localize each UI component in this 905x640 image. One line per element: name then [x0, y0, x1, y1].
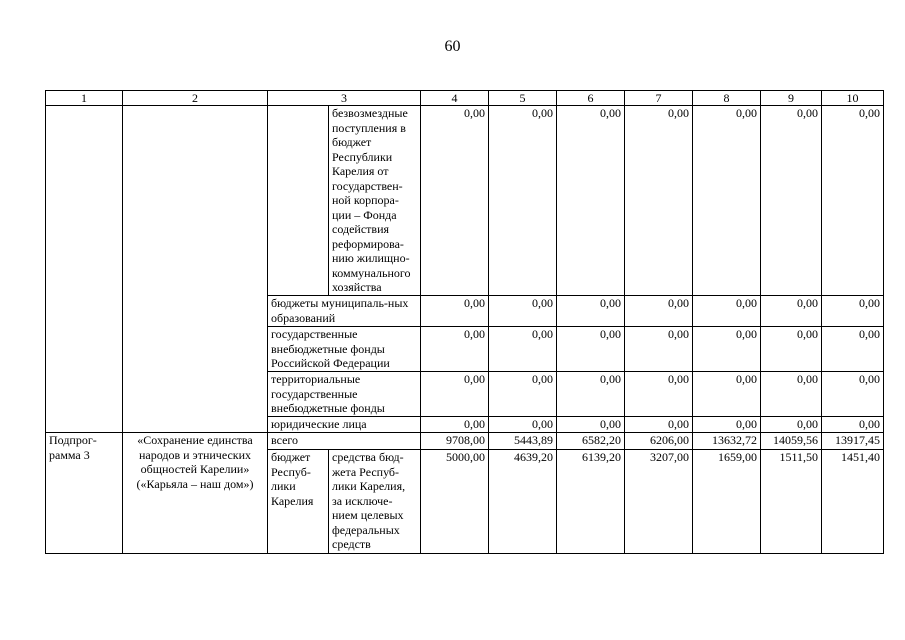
value-cell: 0,00: [822, 106, 884, 296]
value-cell: 0,00: [421, 296, 489, 327]
header-cell: 7: [625, 91, 693, 106]
value-cell: 0,00: [693, 296, 761, 327]
header-cell: 8: [693, 91, 761, 106]
value-cell: 0,00: [489, 327, 557, 372]
value-cell: 0,00: [625, 296, 693, 327]
value-cell: 0,00: [693, 417, 761, 433]
value-cell: 0,00: [693, 327, 761, 372]
value-cell: 0,00: [557, 106, 625, 296]
value-cell: 0,00: [822, 372, 884, 417]
value-cell: 0,00: [489, 417, 557, 433]
header-cell: 10: [822, 91, 884, 106]
value-cell: 0,00: [557, 372, 625, 417]
value-cell: 1511,50: [761, 450, 822, 554]
source-cell: бюджеты муниципаль-ных образований: [268, 296, 421, 327]
value-cell: 0,00: [421, 372, 489, 417]
value-cell: 6582,20: [557, 433, 625, 450]
value-cell: 5443,89: [489, 433, 557, 450]
value-cell: 0,00: [625, 417, 693, 433]
source-cell: территориальные государственные внебюджетные фонды: [268, 372, 421, 417]
source-group-cell-empty: [268, 106, 329, 296]
value-cell: 0,00: [489, 106, 557, 296]
value-cell: 0,00: [557, 417, 625, 433]
value-cell: 0,00: [693, 372, 761, 417]
source-cell: средства бюд-жета Респуб-лики Карелия, за исключе-нием целевых федеральных средств: [329, 450, 421, 554]
source-cell: всего: [268, 433, 421, 450]
value-cell: 14059,56: [761, 433, 822, 450]
header-cell: 9: [761, 91, 822, 106]
value-cell: 13917,45: [822, 433, 884, 450]
value-cell: 0,00: [421, 417, 489, 433]
source-cell: безвозмездные поступления в бюджет Республики Карелия от государствен-ной корпора-ции – Фонда содействия реформирова-нию жилищно-коммунального хозяйства: [329, 106, 421, 296]
value-cell: 0,00: [822, 417, 884, 433]
value-cell: 0,00: [489, 372, 557, 417]
header-row: [46, 91, 884, 106]
value-cell: 0,00: [761, 417, 822, 433]
value-cell: 9708,00: [421, 433, 489, 450]
value-cell: 1659,00: [693, 450, 761, 554]
status-cell: Подпрог-рамма 3: [46, 433, 123, 554]
value-cell: 0,00: [761, 327, 822, 372]
value-cell: 0,00: [822, 296, 884, 327]
name-cell: «Сохранение единства народов и этнических общностей Карелии» («Карьяла – наш дом»): [123, 433, 268, 554]
value-cell: 13632,72: [693, 433, 761, 450]
budget-table: [45, 90, 884, 554]
value-cell: 0,00: [761, 372, 822, 417]
value-cell: 0,00: [625, 372, 693, 417]
header-cell: 5: [489, 91, 557, 106]
value-cell: 0,00: [421, 327, 489, 372]
value-cell: 1451,40: [822, 450, 884, 554]
source-group-cell: бюджет Респуб-лики Карелия: [268, 450, 329, 554]
value-cell: 0,00: [489, 296, 557, 327]
value-cell: 0,00: [822, 327, 884, 372]
header-cell: 6: [557, 91, 625, 106]
header-cell: 2: [123, 91, 268, 106]
value-cell: 0,00: [557, 327, 625, 372]
page-number: 60: [444, 38, 461, 55]
table-row: [46, 106, 884, 296]
value-cell: 6139,20: [557, 450, 625, 554]
value-cell: 3207,00: [625, 450, 693, 554]
value-cell: 0,00: [761, 296, 822, 327]
value-cell: 4639,20: [489, 450, 557, 554]
table-row: [46, 433, 884, 450]
header-cell: 1: [46, 91, 123, 106]
value-cell: 5000,00: [421, 450, 489, 554]
source-cell: государственные внебюджетные фонды Российской Федерации: [268, 327, 421, 372]
value-cell: 0,00: [421, 106, 489, 296]
value-cell: 0,00: [625, 106, 693, 296]
value-cell: 6206,00: [625, 433, 693, 450]
value-cell: 0,00: [625, 327, 693, 372]
header-cell: 3: [268, 91, 421, 106]
source-cell: юридические лица: [268, 417, 421, 433]
value-cell: 0,00: [761, 106, 822, 296]
name-cell-empty: [123, 106, 268, 433]
value-cell: 0,00: [557, 296, 625, 327]
value-cell: 0,00: [693, 106, 761, 296]
header-cell: 4: [421, 91, 489, 106]
status-cell-empty: [46, 106, 123, 433]
